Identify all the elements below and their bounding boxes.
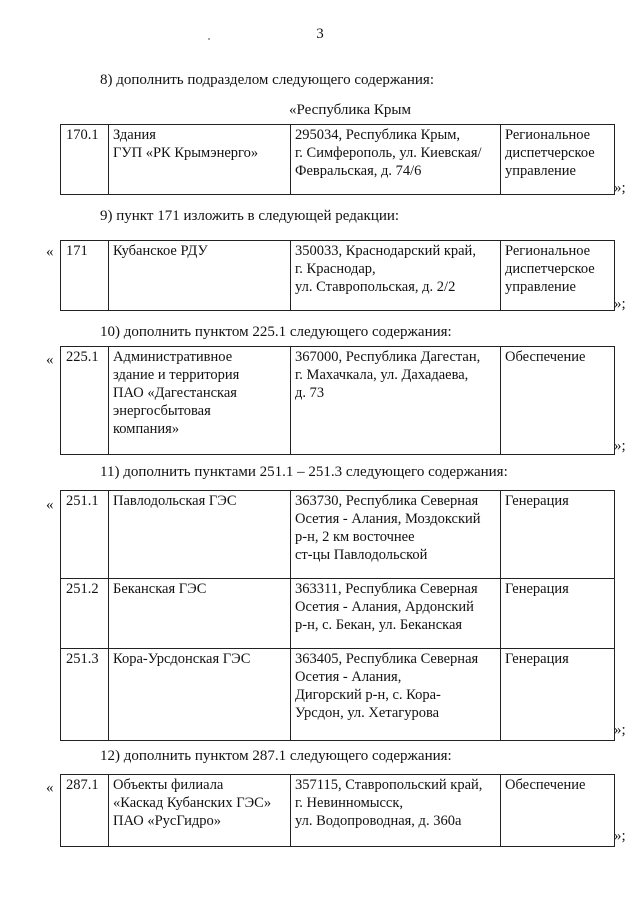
object-name: Кубанское РДУ xyxy=(109,241,291,311)
object-category: Обеспечение xyxy=(501,775,615,847)
closing-quote: »; xyxy=(614,722,626,738)
instruction-12: 12) дополнить пунктом 287.1 следующего содержания: xyxy=(100,748,452,764)
object-address: 367000, Республика Дагестан, г. Махачкала, ул. Дахадаева, д. 73 xyxy=(291,347,501,455)
instruction-10: 10) дополнить пунктом 225.1 следующего содержания: xyxy=(100,324,452,340)
scan-speck xyxy=(208,38,210,40)
row-number: 251.1 xyxy=(61,491,109,579)
closing-quote: »; xyxy=(614,296,626,312)
object-category: Генерация xyxy=(501,579,615,649)
opening-quote: « xyxy=(46,352,54,368)
region-heading: «Республика Крым xyxy=(289,102,411,118)
row-number: 170.1 xyxy=(61,125,109,195)
object-category: Обеспечение xyxy=(501,347,615,455)
closing-quote: »; xyxy=(614,828,626,844)
instruction-9: 9) пункт 171 изложить в следующей редакции: xyxy=(100,208,400,224)
table-row xyxy=(61,125,615,195)
table-section-10 xyxy=(60,346,615,455)
table-row xyxy=(61,649,615,741)
object-name: Здания ГУП «РК Крымэнерго» xyxy=(109,125,291,195)
table-row xyxy=(61,347,615,455)
table-section-12 xyxy=(60,774,615,847)
object-address: 363311, Республика Северная Осетия - Алания, Ардонский р-н, с. Бекан, ул. Беканская xyxy=(291,579,501,649)
table-section-8 xyxy=(60,124,615,195)
instruction-11: 11) дополнить пунктами 251.1 – 251.3 следующего содержания: xyxy=(100,464,508,480)
object-category: Региональное диспетчерское управление xyxy=(501,241,615,311)
object-address: 350033, Краснодарский край, г. Краснодар, ул. Ставропольская, д. 2/2 xyxy=(291,241,501,311)
row-number: 287.1 xyxy=(61,775,109,847)
opening-quote: « xyxy=(46,497,54,513)
row-number: 171 xyxy=(61,241,109,311)
table-row xyxy=(61,491,615,579)
object-address: 295034, Республика Крым, г. Симферополь, ул. Киевская/ Февральская, д. 74/6 xyxy=(291,125,501,195)
object-name: Беканская ГЭС xyxy=(109,579,291,649)
page-number: 3 xyxy=(316,26,324,42)
row-number: 251.2 xyxy=(61,579,109,649)
object-category: Генерация xyxy=(501,491,615,579)
object-category: Региональное диспетчерское управление xyxy=(501,125,615,195)
object-address: 363405, Республика Северная Осетия - Алания, Дигорский р-н, с. Кора- Урсдон, ул. Хетагурова xyxy=(291,649,501,741)
object-name: Павлодольская ГЭС xyxy=(109,491,291,579)
object-address: 363730, Республика Северная Осетия - Алания, Моздокский р-н, 2 км восточнее ст-цы Павлодольской xyxy=(291,491,501,579)
object-name: Объекты филиала «Каскад Кубанских ГЭС» ПАО «РусГидро» xyxy=(109,775,291,847)
opening-quote: « xyxy=(46,244,54,260)
closing-quote: »; xyxy=(614,438,626,454)
object-name: Кора-Урсдонская ГЭС xyxy=(109,649,291,741)
table-row xyxy=(61,241,615,311)
object-name: Административное здание и территория ПАО «Дагестанская энергосбытовая компания» xyxy=(109,347,291,455)
table-row xyxy=(61,579,615,649)
table-section-11 xyxy=(60,490,615,741)
row-number: 251.3 xyxy=(61,649,109,741)
instruction-8: 8) дополнить подразделом следующего содержания: xyxy=(100,72,434,88)
object-address: 357115, Ставропольский край, г. Невинномысск, ул. Водопроводная, д. 360а xyxy=(291,775,501,847)
object-category: Генерация xyxy=(501,649,615,741)
row-number: 225.1 xyxy=(61,347,109,455)
table-section-9 xyxy=(60,240,615,311)
table-row xyxy=(61,775,615,847)
closing-quote: »; xyxy=(614,180,626,196)
opening-quote: « xyxy=(46,780,54,796)
